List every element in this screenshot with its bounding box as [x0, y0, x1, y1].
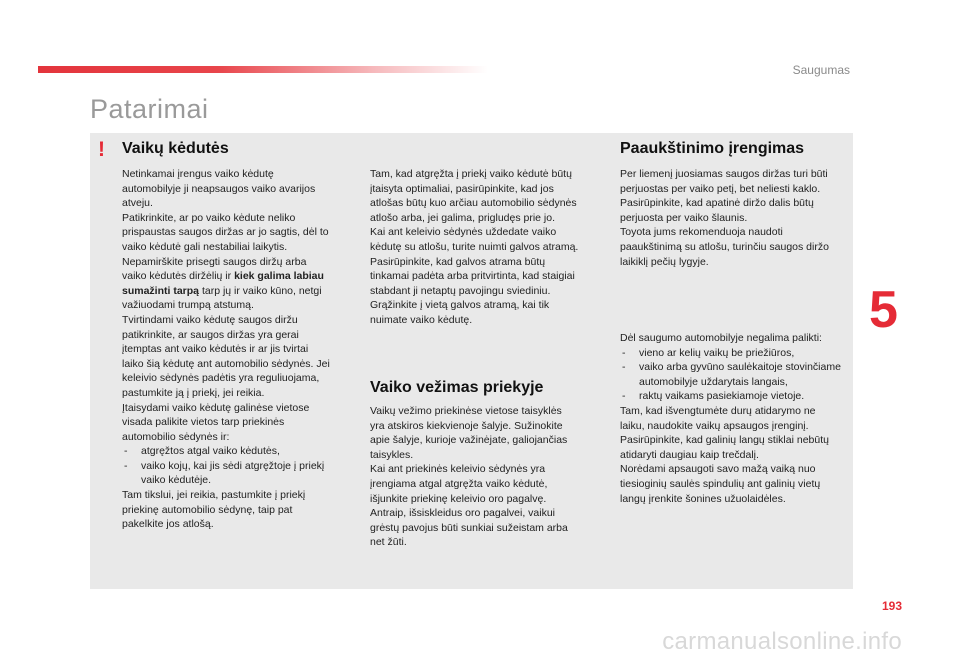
text-line: atidaryti daugiau kaip trečdalį.: [620, 448, 759, 461]
text-line: automobilio sėdynės ir:: [122, 430, 230, 443]
text-line: nuimate vaiko kėdutę.: [370, 313, 473, 326]
list-item-text: vieno ar kelių vaikų be priežiūros,: [639, 346, 795, 359]
text-line: Per liemenį juosiamas saugos diržas turi būti: [620, 168, 828, 180]
heading-booster: Paaukštinimo įrengimas: [620, 140, 805, 157]
emphasis-text: sumažinti tarpą: [122, 284, 200, 297]
text-line: taisykles.: [370, 448, 414, 461]
text-line: Tam tikslui, jei reikia, pastumkite į priekį: [122, 489, 306, 502]
text-line: Nepamirškite prisegti saugos diržų arba: [122, 255, 307, 268]
text-line: grėstų pavojus būti sunkiai sužeistam arba: [370, 521, 568, 534]
text-line: Netinkamai įrengus vaiko kėdutę: [122, 168, 274, 180]
text-line: Pasirūpinkite, kad apatinė diržo dalis būtų: [620, 197, 814, 210]
text-line: įtaisyta optimaliai, pasirūpinkite, kad jos: [370, 182, 554, 195]
dash-bullet: -: [124, 445, 128, 458]
text-line: laikiklį pečių lygyje.: [620, 255, 709, 268]
heading-child-seats: Vaikų kėdutės: [122, 140, 229, 157]
list-item-text: vaiko kojų, kai jis sėdi atgręžtoje į priekį vaiko kėdutėje.: [141, 459, 325, 487]
seat-backrest-text: [370, 167, 600, 328]
page-number: 193: [881, 599, 902, 613]
text-line: Norėdami apsaugoti savo mažą vaiką nuo: [620, 463, 816, 476]
text-line: įtemptas ant vaiko kėdutės ir ar jis tvirtai: [122, 343, 309, 356]
text-line: [122, 284, 350, 299]
text-line: laiko šią kėdutę ant automobilio sėdynės. Jei: [122, 357, 330, 370]
text-line: tiesioginių saulės spindulių ant galinių vietų: [620, 477, 821, 490]
dash-bullet: -: [622, 390, 626, 403]
text-line: įrengiama atgal atgręžta vaiko kėdutė,: [370, 477, 548, 490]
list-item: [122, 444, 350, 459]
text-line: laiku, naudokite vaikų apsaugos įrenginį.: [620, 419, 809, 432]
text-line: kėdutę su atlošu, turite nuimti galvos atramą.: [370, 240, 579, 253]
text-line: paaukštinimą su atlošu, turinčiu saugos diržo: [620, 240, 829, 253]
text-line: Grąžinkite į vietą galvos atramą, kai tik: [370, 299, 550, 312]
text-line: perjuostas per vaiko petį, bet neliesti kaklo.: [620, 182, 821, 195]
text-line: Kai ant priekinės keleivio sėdynės yra: [370, 463, 546, 476]
list-item-text: vaiko arba gyvūno saulėkaitoje stovinčiame automobilyje uždarytais langais,: [639, 361, 841, 388]
text-line: yra atskiros kiekvienoje šalyje. Sužinokite: [370, 419, 563, 432]
front-seat-text: [370, 404, 600, 550]
text-line: priekinę automobilio sėdynę, taip pat: [122, 503, 293, 516]
text-line: keleivio sėdynės padėtis yra reguliuojama,: [122, 372, 320, 385]
text-line: Įtaisydami vaiko kėdutę galinėse vietose: [122, 401, 310, 414]
text-line: atlošo arba, jei galima, prigludęs prie jo.: [370, 211, 556, 224]
warning-icon: !: [98, 138, 105, 161]
text-line: Tvirtindami vaiko kėdutę saugos diržu: [122, 313, 298, 326]
text-line: prispaustas saugos diržas ar jo sagtis, dėl to: [122, 226, 329, 239]
text-line: visada palikite vietos tarp priekinės: [122, 416, 285, 429]
text-line: perjuosta per vaiko šlaunis.: [620, 211, 748, 224]
page-title: Patarimai: [90, 94, 209, 124]
text-line: apie šalyje, kurioje važinėjate, galiojančias: [370, 434, 568, 447]
list-item: [620, 346, 850, 361]
chapter-number: 5: [869, 281, 898, 339]
text-line: net žūti.: [370, 536, 407, 549]
watermark: carmanualsonline.info: [662, 628, 902, 655]
emphasis-text: kiek galima labiau: [234, 270, 324, 283]
text-line: stabdant ji netaptų pavojingu sviediniu.: [370, 284, 551, 297]
heading-front-seat: Vaiko vežimas priekyje: [370, 379, 544, 396]
dash-bullet: -: [622, 361, 626, 374]
text-line: atlošas būtų kuo arčiau automobilio sėdynės: [370, 197, 577, 210]
text-line: vaiko kėdutė gali nestabiliai laikytis.: [122, 240, 288, 253]
do-not-leave-text: [620, 331, 850, 506]
child-seats-text: [122, 167, 350, 532]
list-item-text: atgręžtos atgal vaiko kėdutės,: [141, 445, 280, 458]
section-name: Saugumas: [792, 63, 850, 77]
text-line: išjunkite priekinę keleivio oro pagalvę.: [370, 492, 547, 505]
text-line: pakelkite jos atlošą.: [122, 518, 214, 531]
text-line: Antraip, išsiskleidus oro pagalvei, vaikui: [370, 507, 556, 520]
text-span: tarp jų ir vaiko kūno, netgi: [199, 284, 322, 297]
dash-bullet: -: [124, 459, 128, 472]
text-line: Toyota jums rekomenduoja naudoti: [620, 226, 783, 239]
dash-bullet: -: [622, 346, 626, 359]
text-line: tinkamai padėta arba pritvirtinta, kad staigiai: [370, 270, 575, 283]
text-line: Kai ant keleivio sėdynės uždedate vaiko: [370, 226, 557, 239]
text-line: važiuodami trumpą atstumą.: [122, 299, 254, 312]
text-line: Dėl saugumo automobilyje negalima palikti:: [620, 332, 822, 344]
text-line: pastumkite ją į priekį, jei reikia.: [122, 386, 265, 399]
text-span: vaiko kėdutės diržėlių ir: [122, 270, 232, 283]
text-line: Pasirūpinkite, kad galvos atrama būtų: [370, 255, 546, 268]
text-line: Vaikų vežimo priekinėse vietose taisyklės: [370, 405, 562, 417]
list-item-text: raktų vaikams pasiekiamoje vietoje.: [639, 390, 805, 403]
text-line: langų įrenkite šonines užuolaidėles.: [620, 492, 786, 505]
text-line: patikrinkite, ar saugos diržas yra gerai: [122, 328, 299, 341]
text-line: [122, 269, 350, 284]
list-item: [122, 459, 350, 488]
text-line: Tam, kad išvengtumėte durų atidarymo ne: [620, 404, 816, 417]
text-line: atveju.: [122, 197, 153, 210]
list-item: [620, 360, 850, 389]
text-line: automobilyje ji neapsaugos vaiko avarijos: [122, 182, 316, 195]
list-item: [620, 389, 850, 404]
text-line: Patikrinkite, ar po vaiko kėdute neliko: [122, 211, 296, 224]
header-accent-bar: [38, 66, 488, 73]
text-line: Tam, kad atgręžta į priekį vaiko kėdutė būtų: [370, 168, 572, 180]
booster-text: [620, 167, 850, 269]
text-line: Pasirūpinkite, kad galinių langų stiklai nebūtų: [620, 434, 829, 447]
